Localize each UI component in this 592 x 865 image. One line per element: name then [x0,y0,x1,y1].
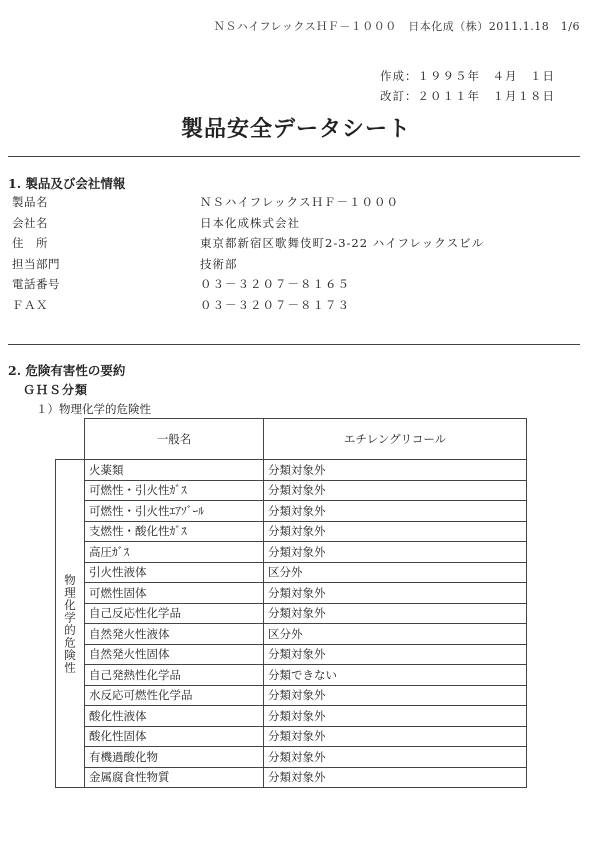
info-value: ０３－３２０７－８１６５ [200,277,350,291]
hazard-name: 可燃性固体 [85,583,264,604]
hazard-classification: 分類対象外 [264,583,527,604]
hazard-name: 自然発火性固体 [85,644,264,665]
hazard-name: 水反応可燃性化学品 [85,685,264,706]
table-row [56,501,527,522]
table-row [56,480,527,501]
info-label: ＦＡＸ [12,297,48,312]
hazard-classification: 分類対象外 [264,542,527,563]
table-row [56,603,527,624]
revised-date: 改訂：２０１１年 １月１８日 [380,89,555,103]
table-header-row [56,419,527,460]
hazard-classification: 分類対象外 [264,460,527,481]
table-row [56,624,527,645]
hazard-classification: 分類対象外 [264,501,527,522]
info-label: 担当部門 [12,256,60,271]
created-date: 作成：１９９５年 ４月 １日 [380,69,555,83]
category-cell: 物理化学的危険性 [56,460,85,788]
hazard-name: 酸化性固体 [85,726,264,747]
section1-heading: 1. 製品及び会社情報 [8,176,126,191]
blank-cell [56,419,85,460]
hazard-classification: 分類対象外 [264,747,527,768]
document-title: 製品安全データシート [180,116,411,142]
table-row [56,665,527,686]
table-row [56,685,527,706]
hazard-classification: 分類対象外 [264,726,527,747]
hazard-name: 可燃性・引火性ｴｱｿﾞｰﾙ [85,501,264,522]
table-row [56,644,527,665]
hazard-classification: 区分外 [264,624,527,645]
info-label: 会社名 [12,215,48,230]
table-row [56,767,527,788]
hazard-table-body [56,460,527,788]
info-label: 製品名 [12,195,48,209]
table-row [56,747,527,768]
hazard-name: 自己発熱性化学品 [85,665,264,686]
info-value: 東京都新宿区歌舞伎町2-3-22 ハイフレックスビル [200,236,485,250]
col-header-substance: エチレングリコール [264,419,527,460]
hazard-name: 金属腐食性物質 [85,767,264,788]
hazard-name: 引火性液体 [85,562,264,583]
hazard-name: 有機過酸化物 [85,747,264,768]
table-row [56,542,527,563]
hazard-classification: 分類対象外 [264,480,527,501]
section-rule [8,344,580,345]
hazard-name: 自己反応性化学品 [85,603,264,624]
hazard-name: 酸化性液体 [85,706,264,727]
info-value: 技術部 [200,256,238,271]
hazard-classification: 分類対象外 [264,521,527,542]
hazard-classification: 分類対象外 [264,603,527,624]
hazard-classification: 分類対象外 [264,685,527,706]
hazard-name: 火薬類 [85,460,264,481]
physchem-subheading: １）物理化学的危険性 [36,402,151,416]
title-rule [8,156,580,157]
ghs-heading: ＧＨＳ分類 [23,383,89,397]
hazard-name: 可燃性・引火性ｶﾞｽ [85,480,264,501]
info-value: ＮＳハイフレックスＨＦ－１０００ [200,195,399,209]
hazard-name: 高圧ｶﾞｽ [85,542,264,563]
info-label: 住 所 [12,236,48,250]
col-header-name: 一般名 [85,419,264,460]
table-row [56,521,527,542]
hazard-classification: 分類対象外 [264,767,527,788]
info-value: 日本化成株式会社 [200,215,300,230]
table-row [56,583,527,604]
hazard-classification: 分類対象外 [264,706,527,727]
table-row [56,726,527,747]
hazard-name: 支燃性・酸化性ｶﾞｽ [85,521,264,542]
table-row [56,460,527,481]
table-row [56,562,527,583]
table-row [56,706,527,727]
hazard-classification: 分類できない [264,665,527,686]
info-value: ０３－３２０７－８１７３ [200,297,350,312]
hazard-classification: 分類対象外 [264,644,527,665]
hazard-table [55,418,527,788]
running-header: ＮＳハイフレックスＨＦ－１０００ 日本化成（株）2011.1.18 1/6 [213,20,580,33]
section2-heading: 2. 危険有害性の要約 [8,363,126,378]
hazard-name: 自然発火性液体 [85,624,264,645]
hazard-classification: 区分外 [264,562,527,583]
info-label: 電話番号 [12,277,60,291]
